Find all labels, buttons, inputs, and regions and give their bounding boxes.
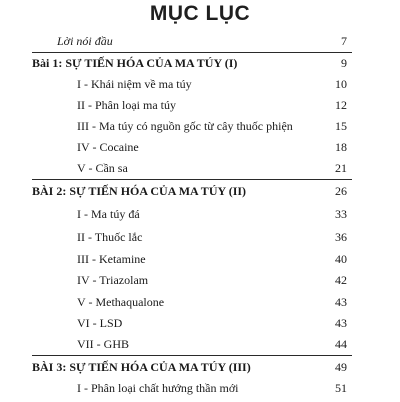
toc-item[interactable] — [0, 294, 400, 316]
divider — [32, 52, 352, 53]
toc-page-number: 26 — [335, 184, 347, 198]
toc-item[interactable] — [0, 206, 400, 228]
toc-item-label: III - Ma túy có nguồn gốc từ cây thuốc phiện — [77, 119, 293, 133]
toc-item-label: IV - Triazolam — [77, 273, 149, 287]
toc-page-number: 7 — [341, 34, 347, 48]
toc-page-number: 36 — [335, 230, 347, 244]
toc-item[interactable] — [0, 380, 400, 402]
toc-section-label: BÀI 2: SỰ TIẾN HÓA CỦA MA TÚY (II) — [32, 184, 247, 198]
toc-page-number: 51 — [335, 381, 347, 395]
toc-page-number: 44 — [335, 337, 347, 351]
toc-item[interactable] — [0, 97, 400, 119]
toc-item[interactable] — [0, 118, 400, 140]
toc-page-number: 9 — [341, 56, 347, 70]
toc-item-label: III - Ketamine — [77, 252, 146, 266]
toc-item-label: I - Phân loại chất hướng thần mới — [77, 381, 239, 395]
toc-item-label: V - Methaqualone — [77, 295, 165, 309]
toc-page-number: 21 — [335, 161, 347, 175]
toc-item[interactable] — [0, 315, 400, 337]
toc-item[interactable] — [0, 229, 400, 251]
toc-page-number: 18 — [335, 140, 347, 154]
toc-entry-label: Lời nói đầu — [57, 34, 113, 48]
toc-page-number: 15 — [335, 119, 347, 133]
toc-item-label: II - Thuốc lắc — [77, 230, 143, 244]
toc-item-label: I - Ma túy đá — [77, 207, 140, 221]
toc-section-label: Bài 1: SỰ TIẾN HÓA CỦA MA TÚY (I) — [32, 56, 238, 70]
toc-section-2[interactable] — [0, 183, 400, 205]
toc-section-1[interactable] — [0, 55, 400, 77]
toc-page-number: 40 — [335, 252, 347, 266]
toc-item-label: I - Khái niệm về ma túy — [77, 77, 192, 91]
divider — [32, 179, 352, 180]
toc-item-label: VI - LSD — [77, 316, 123, 330]
toc-item-label: V - Cần sa — [77, 161, 128, 175]
toc-item-label: IV - Cocaine — [77, 140, 139, 154]
toc-page-number: 12 — [335, 98, 347, 112]
toc-page-number: 33 — [335, 207, 347, 221]
page-title: MỤC LỤC — [149, 2, 251, 25]
toc-page-number: 10 — [335, 77, 347, 91]
toc-item[interactable] — [0, 272, 400, 294]
toc-page-number: 42 — [335, 273, 347, 287]
divider — [32, 355, 352, 356]
toc-item-label: VII - GHB — [77, 337, 129, 351]
toc-item-label: II - Phân loại ma túy — [77, 98, 176, 112]
toc-page-number: 43 — [335, 295, 347, 309]
toc-section-3[interactable] — [0, 359, 400, 381]
toc-item[interactable] — [0, 251, 400, 273]
toc-item[interactable] — [0, 76, 400, 98]
toc-page-number: 49 — [335, 360, 347, 374]
toc-page-number: 43 — [335, 316, 347, 330]
toc-item[interactable] — [0, 139, 400, 161]
toc-section-label: BÀI 3: SỰ TIẾN HÓA CỦA MA TÚY (III) — [32, 360, 251, 374]
